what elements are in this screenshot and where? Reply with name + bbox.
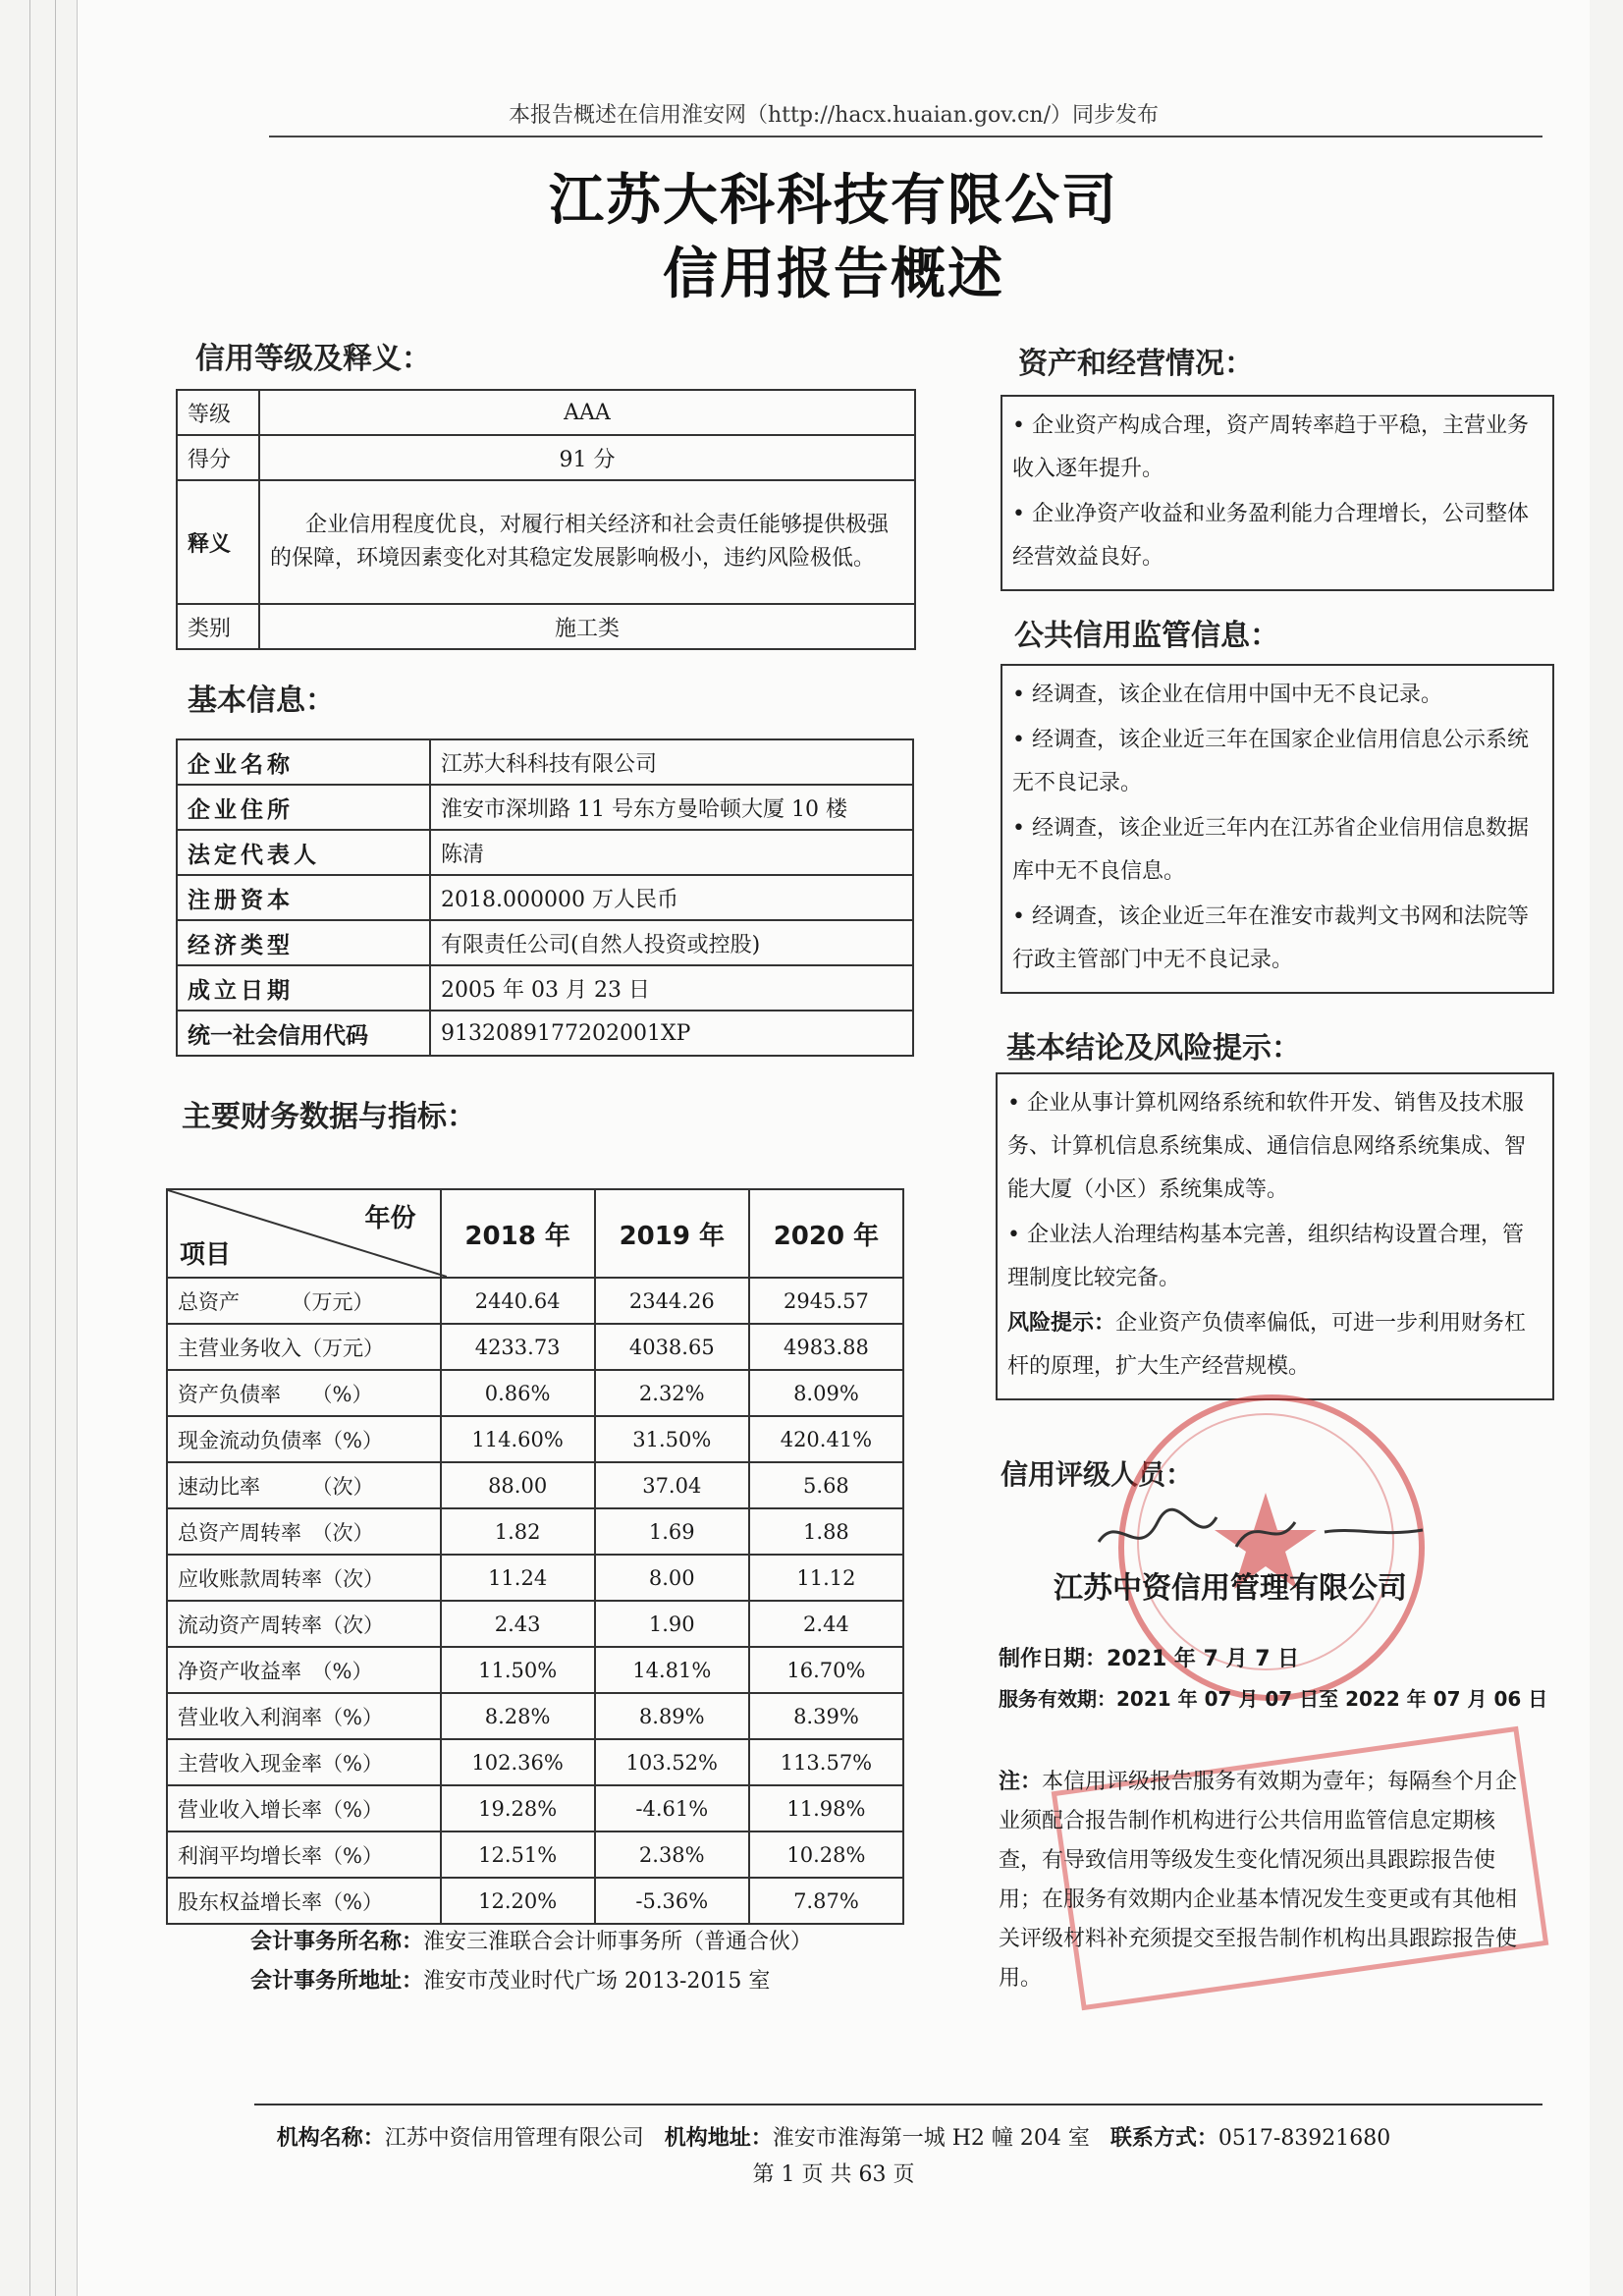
metric-value: 19.28% bbox=[441, 1785, 595, 1831]
header-rule bbox=[269, 136, 1542, 137]
metric-value: 4038.65 bbox=[595, 1324, 749, 1370]
page-edge-line bbox=[55, 0, 56, 2296]
metric-value: 7.87% bbox=[749, 1878, 903, 1924]
table-row bbox=[167, 1693, 903, 1739]
table-row bbox=[177, 875, 913, 920]
basic-info-title: 基本信息： bbox=[188, 683, 335, 718]
metric-value: 2440.64 bbox=[441, 1278, 595, 1324]
conclusion-title: 基本结论及风险提示： bbox=[1006, 1031, 1301, 1066]
explain-value: 企业信用程度优良，对履行相关经济和社会责任能够提供极强的保障，环境因素变化对其稳定发展影响极小，违约风险极低。 bbox=[270, 513, 890, 571]
metric-value: 16.70% bbox=[749, 1647, 903, 1693]
risk-label: 风险提示： bbox=[1007, 1311, 1116, 1336]
risk-note bbox=[1007, 1302, 1542, 1389]
metric-value: 102.36% bbox=[441, 1739, 595, 1785]
accounting-firm-name bbox=[250, 1925, 812, 1955]
metric-value: 5.68 bbox=[749, 1462, 903, 1508]
metric-value: 12.20% bbox=[441, 1878, 595, 1924]
metric-name: 总资产 （万元） bbox=[167, 1278, 441, 1324]
financials-header-row bbox=[167, 1189, 903, 1278]
validity-note bbox=[999, 1763, 1534, 1998]
metric-value: 37.04 bbox=[595, 1462, 749, 1508]
metric-value: 2.44 bbox=[749, 1601, 903, 1647]
table-row bbox=[177, 785, 913, 830]
field-value: 2018.000000 万人民币 bbox=[430, 875, 913, 920]
risk-text: 企业资产负债率偏低，可进一步利用财务杠杆的原理，扩大生产经营规模。 bbox=[1007, 1311, 1527, 1379]
metric-name: 现金流动负债率（%） bbox=[167, 1416, 441, 1462]
table-row bbox=[167, 1785, 903, 1831]
public-credit-title: 公共信用监管信息： bbox=[1014, 619, 1279, 653]
list-item: • 经调查，该企业在信用中国中无不良记录。 bbox=[1012, 674, 1542, 717]
metric-value: 8.28% bbox=[441, 1693, 595, 1739]
accounting-firm-name-label: 会计事务所名称： bbox=[250, 1930, 424, 1954]
table-row bbox=[167, 1878, 903, 1924]
metric-value: 4233.73 bbox=[441, 1324, 595, 1370]
metric-value: 1.88 bbox=[749, 1508, 903, 1555]
field-label: 统一社会信用代码 bbox=[177, 1011, 430, 1056]
table-row bbox=[167, 1370, 903, 1416]
list-item: • 经调查，该企业近三年在国家企业信用信息公示系统无不良记录。 bbox=[1012, 719, 1542, 805]
field-label: 法定代表人 bbox=[177, 830, 430, 875]
footer-contact: 0517-83921680 bbox=[1217, 2126, 1391, 2151]
list-item: • 企业法人治理结构基本完善，组织结构设置合理，管理制度比较完备。 bbox=[1007, 1214, 1542, 1300]
table-row bbox=[177, 830, 913, 875]
accounting-firm-addr-value: 淮安市茂业时代广场 2013-2015 室 bbox=[423, 1969, 771, 1994]
table-row bbox=[167, 1278, 903, 1324]
financials-body bbox=[167, 1278, 903, 1924]
grade-row bbox=[177, 390, 915, 435]
financials-title: 主要财务数据与指标： bbox=[182, 1100, 476, 1134]
table-row bbox=[177, 920, 913, 965]
rating-agency: 江苏中资信用管理有限公司 bbox=[1054, 1571, 1407, 1606]
metric-value: 10.28% bbox=[749, 1831, 903, 1878]
validity-value: 2021 年 07 月 07 日至 2022 年 07 月 06 日 bbox=[1116, 1687, 1548, 1711]
metric-value: 0.86% bbox=[441, 1370, 595, 1416]
field-label: 成立日期 bbox=[177, 965, 430, 1011]
table-row bbox=[167, 1462, 903, 1508]
category-value: 施工类 bbox=[259, 604, 915, 649]
metric-name: 利润平均增长率（%） bbox=[167, 1831, 441, 1878]
metric-value: 2344.26 bbox=[595, 1278, 749, 1324]
metric-value: 1.82 bbox=[441, 1508, 595, 1555]
field-value: 陈清 bbox=[430, 830, 913, 875]
metric-name: 净资产收益率 （%） bbox=[167, 1647, 441, 1693]
rating-staff-label: 信用评级人员： bbox=[1001, 1458, 1194, 1491]
metric-value: 31.50% bbox=[595, 1416, 749, 1462]
header-notice: 本报告概述在信用淮安网（http://hacx.huaian.gov.cn/）同步发布 bbox=[509, 103, 1159, 128]
category-label: 类别 bbox=[177, 604, 259, 649]
field-label: 企业住所 bbox=[177, 785, 430, 830]
metric-name: 主营业务收入（万元） bbox=[167, 1324, 441, 1370]
metric-value: 2945.57 bbox=[749, 1278, 903, 1324]
table-row bbox=[167, 1324, 903, 1370]
metric-value: 88.00 bbox=[441, 1462, 595, 1508]
note-label: 注： bbox=[999, 1770, 1043, 1794]
footer-info bbox=[78, 2121, 1590, 2152]
production-date bbox=[999, 1642, 1299, 1672]
metric-value: 14.81% bbox=[595, 1647, 749, 1693]
page-number: 第 1 页 共 63 页 bbox=[752, 2162, 915, 2187]
metric-name: 总资产周转率 （次） bbox=[167, 1508, 441, 1555]
table-row bbox=[167, 1647, 903, 1693]
footer-addr-label: 机构地址： bbox=[664, 2126, 773, 2151]
credit-grade-title: 信用等级及释义： bbox=[195, 342, 431, 376]
metric-value: 2.43 bbox=[441, 1601, 595, 1647]
production-date-label: 制作日期： bbox=[999, 1647, 1108, 1671]
metric-name: 资产负债率 （%） bbox=[167, 1370, 441, 1416]
metric-name: 流动资产周转率（次） bbox=[167, 1601, 441, 1647]
metric-name: 营业收入增长率（%） bbox=[167, 1785, 441, 1831]
metric-value: 1.90 bbox=[595, 1601, 749, 1647]
report-title: 信用报告概述 bbox=[663, 243, 1004, 306]
table-row bbox=[177, 1011, 913, 1056]
list-item: • 经调查，该企业近三年在淮安市裁判文书网和法院等行政主管部门中无不良记录。 bbox=[1012, 896, 1542, 982]
financials-corner-cell bbox=[167, 1189, 441, 1278]
metric-value: 11.24 bbox=[441, 1555, 595, 1601]
metric-value: -5.36% bbox=[595, 1878, 749, 1924]
grade-value: AAA bbox=[259, 390, 915, 435]
metric-value: 2.38% bbox=[595, 1831, 749, 1878]
public-credit-box bbox=[1001, 664, 1554, 994]
validity-period bbox=[999, 1683, 1547, 1712]
metric-value: 2.32% bbox=[595, 1370, 749, 1416]
table-row bbox=[167, 1831, 903, 1878]
footer-addr: 淮安市淮海第一城 H2 幢 204 室 bbox=[772, 2126, 1090, 2151]
year-2020: 2020 年 bbox=[749, 1189, 903, 1278]
header-item-label: 项目 bbox=[180, 1240, 232, 1270]
table-row bbox=[167, 1601, 903, 1647]
list-item: • 经调查，该企业近三年内在江苏省企业信用信息数据库中无不良信息。 bbox=[1012, 807, 1542, 894]
signature bbox=[1089, 1493, 1462, 1571]
accounting-firm-address bbox=[250, 1964, 770, 1995]
metric-value: 12.51% bbox=[441, 1831, 595, 1878]
table-row bbox=[167, 1508, 903, 1555]
metric-value: 113.57% bbox=[749, 1739, 903, 1785]
table-row bbox=[167, 1555, 903, 1601]
credit-grade-table bbox=[176, 389, 916, 650]
table-row bbox=[167, 1739, 903, 1785]
field-label: 经济类型 bbox=[177, 920, 430, 965]
score-label: 得分 bbox=[177, 435, 259, 480]
field-value: 江苏大科科技有限公司 bbox=[430, 739, 913, 785]
table-row bbox=[177, 739, 913, 785]
metric-value: 103.52% bbox=[595, 1739, 749, 1785]
score-value: 91 分 bbox=[259, 435, 915, 480]
validity-label: 服务有效期： bbox=[999, 1687, 1116, 1711]
metric-value: 11.98% bbox=[749, 1785, 903, 1831]
field-label: 企业名称 bbox=[177, 739, 430, 785]
accounting-firm-name-value: 淮安三淮联合会计师事务所（普通合伙） bbox=[423, 1930, 813, 1954]
field-value: 淮安市深圳路 11 号东方曼哈顿大厦 10 楼 bbox=[430, 785, 913, 830]
table-row bbox=[167, 1416, 903, 1462]
metric-value: 11.12 bbox=[749, 1555, 903, 1601]
field-value: 2005 年 03 月 23 日 bbox=[430, 965, 913, 1011]
metric-name: 应收账款周转率（次） bbox=[167, 1555, 441, 1601]
metric-value: 11.50% bbox=[441, 1647, 595, 1693]
footer-rule bbox=[254, 2104, 1542, 2105]
year-2018: 2018 年 bbox=[441, 1189, 595, 1278]
metric-value: 8.39% bbox=[749, 1693, 903, 1739]
category-row bbox=[177, 604, 915, 649]
production-date-value: 2021 年 7 月 7 日 bbox=[1107, 1647, 1300, 1671]
grade-label: 等级 bbox=[177, 390, 259, 435]
assets-ops-title: 资产和经营情况： bbox=[1018, 347, 1254, 381]
year-2019: 2019 年 bbox=[595, 1189, 749, 1278]
basic-info-table bbox=[176, 738, 914, 1057]
note-text: 本信用评级报告服务有效期为壹年；每隔叁个月企业须配合报告制作机构进行公共信用监管信息定期核查，有导致信用等级发生变化情况须出具跟踪报告使用；在服务有效期内企业基本情况发生变更或有其他相关评级材料补充须提交至报告制作机构出具跟踪报告使用。 bbox=[999, 1770, 1518, 1991]
list-item: • 企业资产构成合理，资产周转率趋于平稳，主营业务收入逐年提升。 bbox=[1012, 405, 1542, 491]
list-item: • 企业净资产收益和业务盈利能力合理增长，公司整体经营效益良好。 bbox=[1012, 493, 1542, 579]
metric-value: 420.41% bbox=[749, 1416, 903, 1462]
score-row bbox=[177, 435, 915, 480]
metric-value: 4983.88 bbox=[749, 1324, 903, 1370]
conclusion-box bbox=[996, 1072, 1554, 1400]
metric-value: 8.89% bbox=[595, 1693, 749, 1739]
assets-ops-box bbox=[1001, 395, 1554, 591]
metric-name: 速动比率 （次） bbox=[167, 1462, 441, 1508]
field-label: 注册资本 bbox=[177, 875, 430, 920]
page-edge-line bbox=[29, 0, 30, 2296]
list-item: • 企业从事计算机网络系统和软件开发、销售及技术服务、计算机信息系统集成、通信信息网络系统集成、智能大厦（小区）系统集成等。 bbox=[1007, 1082, 1542, 1212]
table-row bbox=[177, 965, 913, 1011]
metric-value: 8.00 bbox=[595, 1555, 749, 1601]
explain-row bbox=[177, 480, 915, 604]
footer-org-label: 机构名称： bbox=[276, 2126, 385, 2151]
metric-value: 114.60% bbox=[441, 1416, 595, 1462]
footer-contact-label: 联系方式： bbox=[1109, 2126, 1218, 2151]
field-value: 有限责任公司(自然人投资或控股) bbox=[430, 920, 913, 965]
metric-name: 主营收入现金率（%） bbox=[167, 1739, 441, 1785]
header-year-label: 年份 bbox=[364, 1204, 416, 1233]
metric-value: -4.61% bbox=[595, 1785, 749, 1831]
field-value: 9132089177202001XP bbox=[430, 1011, 913, 1056]
explain-label: 释义 bbox=[177, 480, 259, 604]
report-page bbox=[77, 0, 1590, 2296]
metric-value: 8.09% bbox=[749, 1370, 903, 1416]
financials-table bbox=[166, 1188, 904, 1925]
footer-org: 江苏中资信用管理有限公司 bbox=[384, 2126, 644, 2151]
company-title: 江苏大科科技有限公司 bbox=[549, 169, 1118, 233]
metric-name: 营业收入利润率（%） bbox=[167, 1693, 441, 1739]
accounting-firm-addr-label: 会计事务所地址： bbox=[250, 1969, 424, 1994]
metric-value: 1.69 bbox=[595, 1508, 749, 1555]
metric-name: 股东权益增长率（%） bbox=[167, 1878, 441, 1924]
